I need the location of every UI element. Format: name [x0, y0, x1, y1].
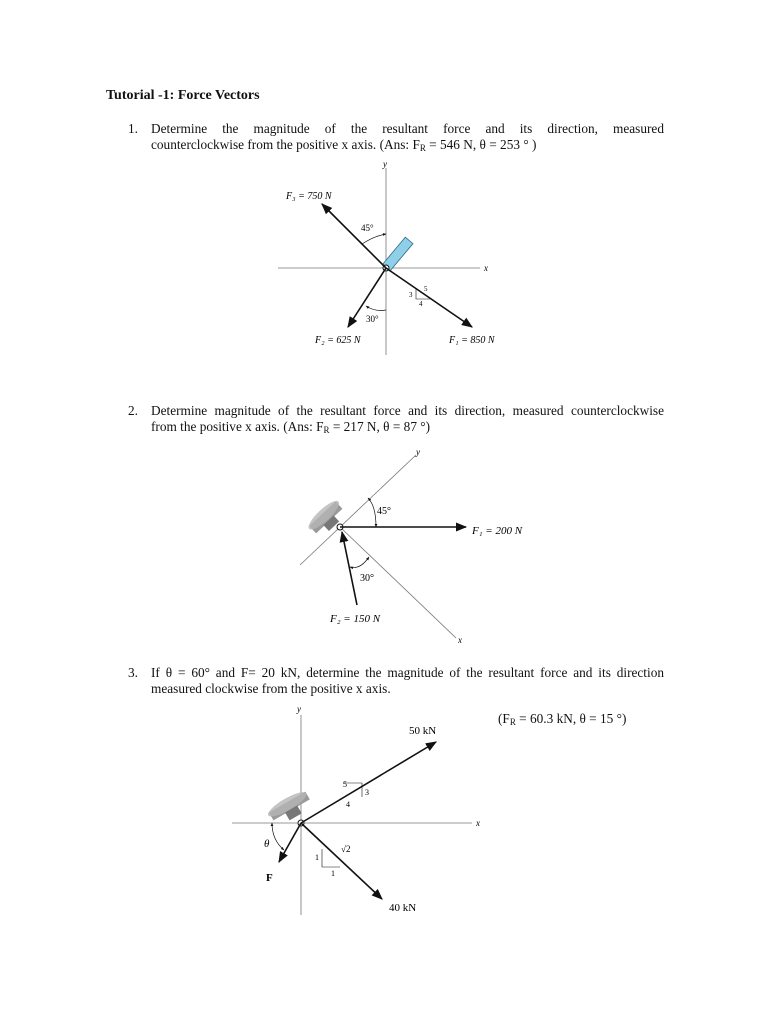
y-axis-label: y — [416, 447, 420, 457]
answer-3: ($F_R = 60.3$ kN, θ = 15 °) — [498, 711, 627, 727]
question-text-line2: counterclockwise from the positive x axis. (Ans: $F_R = 546$ N, θ = 253 ° ) — [151, 137, 537, 153]
theta-arc — [272, 823, 284, 850]
question-text-line1: Determine the magnitude of the resultant force and its direction, measured — [151, 121, 664, 136]
slope-label-5: 5 — [343, 780, 347, 789]
question-number: 1. — [128, 121, 138, 136]
slope-label-1a: 1 — [315, 853, 319, 862]
x-axis-label: x — [458, 635, 462, 645]
slope-label-sqrt2: √2 — [341, 844, 351, 854]
angle-label-45: 45° — [377, 506, 391, 517]
force-f-label: F — [266, 872, 273, 884]
slope-label-1b: 1 — [331, 869, 335, 878]
force-40kn-label: 40 kN — [389, 902, 417, 914]
slope-label-3: 3 — [365, 788, 369, 797]
force-50kn-label: 50 kN — [409, 725, 437, 737]
page-title: Tutorial -1: Force Vectors — [106, 88, 260, 103]
question-text-line1: If θ = 60° and F= 20 kN, determine the magnitude of the resultant force and its direction — [151, 665, 664, 680]
force-f-arrow — [279, 823, 301, 862]
angle-label-30: 30° — [360, 573, 374, 584]
x-axis-label: x — [476, 818, 480, 828]
slope-label-3: 3 — [409, 291, 413, 299]
question-text-line2: measured clockwise from the positive x axis. — [151, 681, 391, 696]
force-40kn-arrow — [301, 823, 382, 899]
question-text-line2: from the positive x axis. (Ans: $F_R = 217$ N, θ = 87 °) — [151, 419, 431, 435]
angle-label-45: 45° — [361, 223, 374, 233]
y-axis-label: y — [383, 159, 387, 169]
theta-label: θ — [264, 838, 270, 850]
slope-label-4: 4 — [346, 800, 350, 809]
slope-label-4: 4 — [419, 300, 423, 308]
force-f2-label: F₂ = 625 N — [315, 335, 361, 346]
slope-label-5: 5 — [424, 285, 428, 293]
force-f1-label: F₁ = 850 N — [449, 335, 495, 346]
force-f3-label: F₃ = 750 N — [286, 191, 332, 202]
force-f2-label: F₂ = 150 N — [330, 613, 381, 625]
x-axis-label: x — [484, 263, 488, 273]
question-text-line1: Determine magnitude of the resultant force and its direction, measured counterclockwise — [151, 403, 664, 418]
force-50kn-arrow — [301, 742, 436, 823]
question-number: 3. — [128, 665, 138, 680]
wall-support — [265, 788, 314, 828]
angle-label-30: 30° — [366, 314, 379, 324]
force-f1-label: F₁ = 200 N — [472, 525, 523, 537]
question-number: 2. — [128, 403, 138, 418]
y-axis-label: y — [297, 704, 301, 714]
